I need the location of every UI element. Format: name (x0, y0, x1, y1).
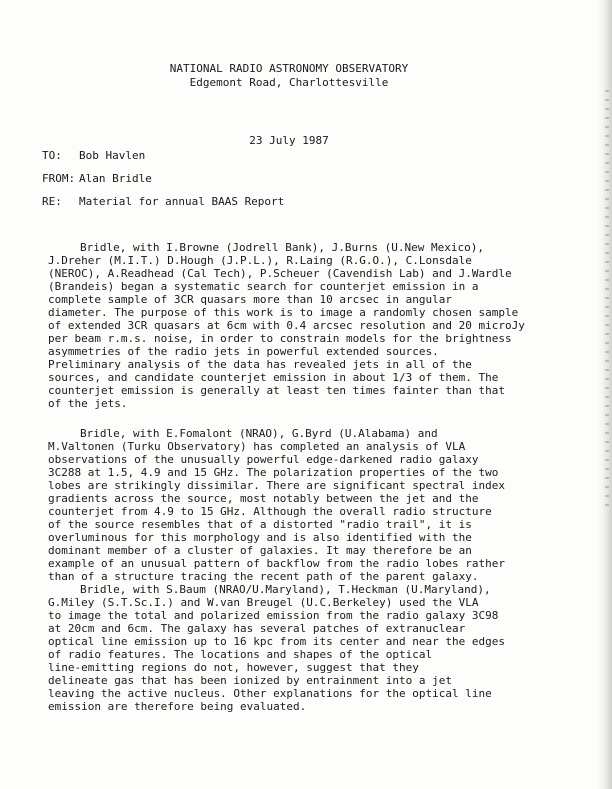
text-line: overluminous for this morphology and is also identified with the (48, 531, 472, 544)
text-line: to image the total and polarized emission from the radio galaxy 3C98 (48, 609, 499, 622)
paragraph-3 (48, 583, 548, 713)
text-line: sources, and candidate counterjet emission in about 1/3 of them. The (48, 371, 499, 384)
text-line: (Brandeis) began a systematic search for counterjet emission in a (48, 280, 479, 293)
text-line: per beam r.m.s. noise, in order to constrain models for the brightness (48, 332, 512, 345)
text-line: 3C288 at 1.5, 4.9 and 15 GHz. The polarization properties of the two (48, 466, 499, 479)
text-line: (NEROC), A.Readhead (Cal Tech), P.Scheuer (Cavendish Lab) and J.Wardle (48, 267, 512, 280)
to-value: Bob Havlen (79, 149, 146, 162)
text-line: counterjet from 4.9 to 15 GHz. Although the overall radio structure (48, 505, 492, 518)
text-line: Bridle, with S.Baum (NRAO/U.Maryland), T.Heckman (U.Maryland), (80, 583, 491, 596)
paragraph-1 (48, 241, 548, 410)
text-line: of radio features. The locations and shapes of the optical (48, 648, 433, 661)
memo-re-row (42, 195, 284, 208)
text-line: than of a structure tracing the recent path of the parent galaxy. (48, 570, 479, 583)
text-line: Bridle, with I.Browne (Jodrell Bank), J.Burns (U.New Mexico), (80, 241, 484, 254)
text-line: optical line emission up to 16 kpc from its center and near the edges (48, 635, 505, 648)
to-label: TO: (42, 149, 62, 162)
text-line: of the jets. (48, 397, 128, 410)
text-line: Preliminary analysis of the data has revealed jets in all of the (48, 358, 472, 371)
text-line: of extended 3CR quasars at 6cm with 0.4 arcsec resolution and 20 microJy (48, 319, 525, 332)
from-label: FROM: (42, 172, 76, 185)
text-line: example of an unusual pattern of backflow from the radio lobes rather (48, 557, 505, 570)
text-line: emission are therefore being evaluated. (48, 700, 307, 713)
text-line: line-emitting regions do not, however, suggest that they (48, 661, 419, 674)
memo-date: 23 July 1987 (249, 134, 329, 147)
letterhead-address: Edgemont Road, Charlottesville (189, 76, 389, 89)
scan-edge-marks (605, 90, 609, 510)
re-value: Material for annual BAAS Report (79, 195, 285, 208)
text-line: counterjet emission is generally at least ten times fainter than that (48, 384, 505, 397)
text-line: diameter. The purpose of this work is to image a randomly chosen sample (48, 306, 519, 319)
text-line: observations of the unusually powerful edge-darkened radio galaxy (48, 453, 479, 466)
text-line: dominant member of a cluster of galaxies. It may therefore be an (48, 544, 472, 557)
text-line: G.Miley (S.T.Sc.I.) and W.van Breugel (U.C.Berkeley) used the VLA (48, 596, 479, 609)
text-line: Bridle, with E.Fomalont (NRAO), G.Byrd (U.Alabama) and (80, 427, 438, 440)
paragraph-2 (48, 427, 548, 583)
text-line: of the source resembles that of a distorted "radio trail", it is (48, 518, 472, 531)
text-line: lobes are strikingly dissimilar. There are significant spectral index (48, 479, 505, 492)
re-label: RE: (42, 195, 62, 208)
text-line: at 20cm and 6cm. The galaxy has several patches of extranuclear (48, 622, 466, 635)
memo-to-row (42, 149, 145, 162)
letterhead-org: NATIONAL RADIO ASTRONOMY OBSERVATORY (169, 62, 409, 75)
text-line: M.Valtonen (Turku Observatory) has completed an analysis of VLA (48, 440, 466, 453)
from-value: Alan Bridle (79, 172, 152, 185)
text-line: gradients across the source, most notably between the jet and the (48, 492, 479, 505)
text-line: delineate gas that has been ionized by entrainment into a jet (48, 674, 452, 687)
text-line: complete sample of 3CR quasars more than 10 arcsec in angular (48, 293, 452, 306)
text-line: asymmetries of the radio jets in powerful extended sources. (48, 345, 439, 358)
text-line: J.Dreher (M.I.T.) D.Hough (J.P.L.), R.Laing (R.G.O.), C.Lonsdale (48, 254, 472, 267)
text-line: leaving the active nucleus. Other explanations for the optical line (48, 687, 492, 700)
memo-from-row (42, 172, 152, 185)
